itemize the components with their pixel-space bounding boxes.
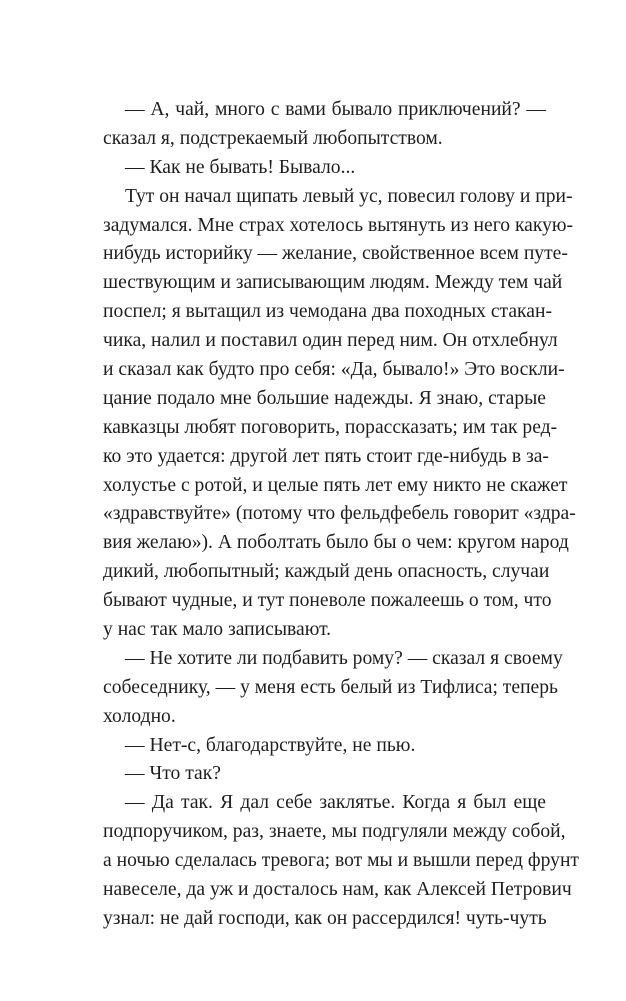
text-line: у нас так мало записывают. xyxy=(103,619,332,641)
text-line: подпоручиком, раз, знаете, мы подгуляли между собой, xyxy=(103,821,566,843)
text-line: задумался. Мне страх хотелось вытянуть из него какую- xyxy=(103,214,574,236)
text-line: и сказал как будто про себя: «Да, бывало!» Это воскли- xyxy=(103,359,565,381)
page-text xyxy=(103,96,579,934)
text-line: — А, чай, много с вами бывало приключений? — xyxy=(125,99,546,120)
text-line: кавказцы любят поговорить, порассказать; им так ред- xyxy=(103,416,558,438)
text-line: — Нет-с, благодарствуйте, не пью. xyxy=(125,734,416,756)
text-line: — Да так. Я дал себе заклятье. Когда я был еще xyxy=(125,792,546,814)
text-line: нибудь историйку — желание, свойственное всем путе- xyxy=(103,243,568,265)
text-line: собеседнику, — у меня есть белый из Тифлиса; теперь xyxy=(103,676,558,698)
text-line: — Что так? xyxy=(125,763,221,785)
text-line: шествующим и записывающим людям. Между тем чай xyxy=(103,272,563,294)
text-line: поспел; я вытащил из чемодана два походных стакан- xyxy=(103,301,552,323)
text-line: холустье с ротой, и целые пять лет ему никто не скажет xyxy=(103,474,568,496)
text-line: — Не хотите ли подбавить рому? — сказал я своему xyxy=(125,647,563,669)
text-line: «здравствуйте» (потому что фельдфебель говорит «здра- xyxy=(103,503,576,525)
text-line: сказал я, подстрекаемый любопытством. xyxy=(103,127,443,149)
text-line: бывают чудные, и тут поневоле пожалеешь о том, что xyxy=(103,590,552,612)
text-line: — Как не бывать! Бывало... xyxy=(125,156,356,178)
text-line: узнал: не дай господи, как он рассердился! чуть-чуть xyxy=(103,907,547,929)
text-line: а ночью сделалась тревога; вот мы и вышли перед фрунт xyxy=(103,850,579,872)
text-line: навеселе, да уж и досталось нам, как Алексей Петрович xyxy=(103,879,572,901)
text-line: цание подало мне большие надежды. Я знаю, старые xyxy=(103,387,546,409)
text-line: Тут он начал щипать левый ус, повесил голову и при- xyxy=(125,185,573,207)
text-line: холодно. xyxy=(103,705,176,727)
text-line: вия желаю»). А поболтать было бы о чем: кругом народ xyxy=(103,532,569,554)
text-line: дикий, любопытный; каждый день опасность, случаи xyxy=(103,561,550,583)
text-line: чика, налил и поставил один перед ним. Он отхлебнул xyxy=(103,330,558,352)
text-line: ко это удается: другой лет пять стоит где-нибудь в за- xyxy=(103,445,549,467)
